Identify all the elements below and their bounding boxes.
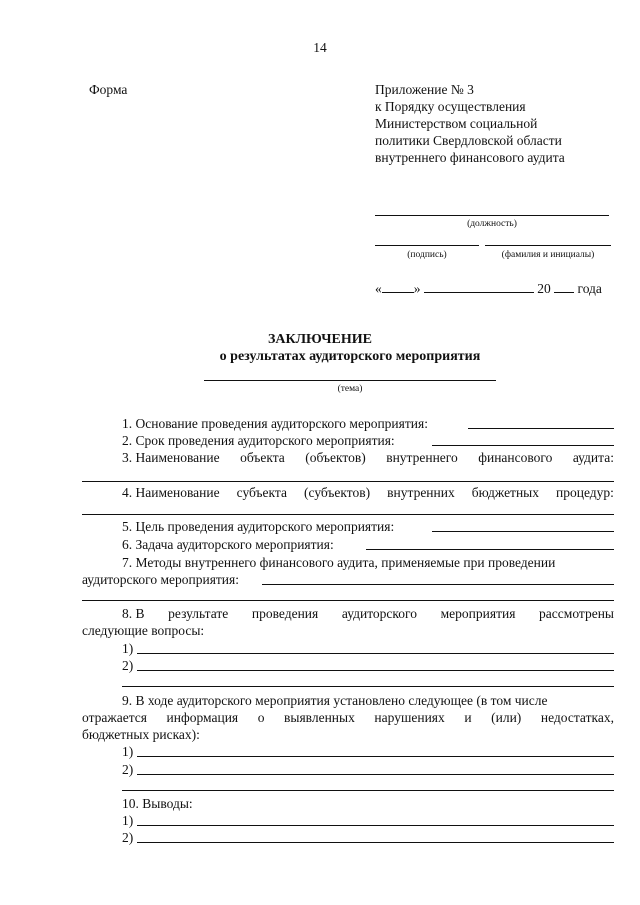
item-7-field-2[interactable] — [82, 600, 614, 601]
appendix-line: Министерством социальной — [375, 116, 538, 131]
item-9-word: (или) — [491, 710, 522, 725]
quote-open: « — [375, 281, 382, 296]
quote-close: » — [413, 281, 421, 296]
item-3-word: финансового — [478, 450, 553, 465]
item-9-word: о — [257, 710, 265, 725]
item-9-word: нарушениях — [374, 710, 445, 725]
appendix-line: к Порядку осуществления — [375, 99, 526, 114]
document-subtitle: о результатах аудиторского мероприятия — [219, 349, 481, 364]
item-10-sub-2-label: 2) — [122, 830, 134, 845]
date-day-field[interactable] — [382, 281, 414, 293]
item-8-sub-1-label: 1) — [122, 641, 134, 656]
item-8-extra-field[interactable] — [122, 686, 614, 687]
form-label: Форма — [89, 82, 128, 97]
item-9-label-cont — [82, 710, 614, 726]
page-number: 14 — [313, 40, 327, 55]
item-8-word: 8. В — [122, 606, 145, 621]
item-3-field[interactable] — [82, 481, 614, 482]
item-5-field[interactable] — [432, 531, 614, 532]
item-9-word: информация — [166, 710, 239, 725]
item-4-field[interactable] — [82, 514, 614, 515]
item-3-label — [122, 450, 614, 466]
item-7-label: 7. Методы внутреннего финансового аудита, применяемые при проведении — [122, 555, 556, 570]
position-caption: (должность) — [467, 219, 517, 229]
item-4-word: бюджетных — [471, 485, 540, 500]
item-9-word: выявленных — [284, 710, 355, 725]
appendix-line: внутреннего финансового аудита — [375, 150, 565, 165]
item-9-sub-2-field[interactable] — [137, 774, 614, 775]
item-8-word: аудиторского — [341, 606, 417, 621]
item-3-word: объекта — [240, 450, 285, 465]
item-9-word: отражается — [82, 710, 147, 725]
item-6-label: 6. Задача аудиторского мероприятия: — [122, 537, 334, 552]
date-month-field[interactable] — [424, 281, 534, 293]
date-line — [375, 281, 602, 297]
signature-line[interactable] — [375, 245, 479, 246]
item-2-label: 2. Срок проведения аудиторского мероприятия: — [122, 433, 395, 448]
item-8-label-cont: следующие вопросы: — [82, 623, 205, 638]
item-3-word: внутреннего — [386, 450, 458, 465]
item-8-word: результате — [168, 606, 229, 621]
document-title: ЗАКЛЮЧЕНИЕ — [267, 332, 373, 347]
item-4-word: (субъектов) — [304, 485, 371, 500]
item-9-sub-2-label: 2) — [122, 762, 134, 777]
appendix-line: политики Свердловской области — [375, 133, 562, 148]
item-10-sub-1-field[interactable] — [137, 825, 614, 826]
item-7-field[interactable] — [262, 584, 614, 585]
item-8-sub-2-field[interactable] — [137, 670, 614, 671]
item-10-label: 10. Выводы: — [122, 796, 193, 811]
item-9-word: и — [464, 710, 472, 725]
item-8-sub-1-field[interactable] — [137, 653, 614, 654]
item-10-sub-2-field[interactable] — [137, 842, 614, 843]
item-9-label: 9. В ходе аудиторского мероприятия установлено следующее (в том числе — [122, 693, 548, 708]
item-4-word: субъекта — [236, 485, 287, 500]
item-9-word: недостатках, — [540, 710, 614, 725]
topic-line[interactable] — [204, 380, 496, 381]
item-1-label: 1. Основание проведения аудиторского мероприятия: — [122, 416, 428, 431]
position-line[interactable] — [375, 215, 609, 216]
item-9-extra-field[interactable] — [122, 790, 614, 791]
appendix-line: Приложение № 3 — [375, 82, 474, 97]
item-2-field[interactable] — [432, 445, 614, 446]
item-8-word: рассмотрены — [539, 606, 614, 621]
item-9-sub-1-field[interactable] — [137, 756, 614, 757]
item-4-word: 4. Наименование — [122, 485, 220, 500]
item-4-word: процедур: — [556, 485, 614, 500]
item-5-label: 5. Цель проведения аудиторского мероприятия: — [122, 519, 395, 534]
topic-caption: (тема) — [337, 384, 363, 394]
name-line[interactable] — [485, 245, 611, 246]
signature-caption: (подпись) — [407, 250, 447, 260]
item-4-label — [122, 485, 614, 501]
year-prefix: 20 — [537, 281, 551, 296]
name-caption: (фамилия и инициалы) — [501, 250, 595, 260]
date-year-field[interactable] — [554, 281, 574, 293]
item-3-word: аудита: — [572, 450, 614, 465]
item-9-sub-1-label: 1) — [122, 744, 134, 759]
item-4-word: внутренних — [387, 485, 455, 500]
item-1-field[interactable] — [468, 428, 614, 429]
item-8-sub-2-label: 2) — [122, 658, 134, 673]
item-8-word: мероприятия — [440, 606, 516, 621]
item-6-field[interactable] — [366, 549, 614, 550]
item-9-label-cont-2: бюджетных рисках): — [82, 727, 200, 742]
item-3-word: (объектов) — [305, 450, 366, 465]
item-3-word: 3. Наименование — [122, 450, 220, 465]
item-7-label-cont: аудиторского мероприятия: — [82, 572, 239, 587]
item-8-word: проведения — [251, 606, 319, 621]
item-8-label — [122, 606, 614, 622]
year-suffix: года — [577, 281, 602, 296]
item-10-sub-1-label: 1) — [122, 813, 134, 828]
